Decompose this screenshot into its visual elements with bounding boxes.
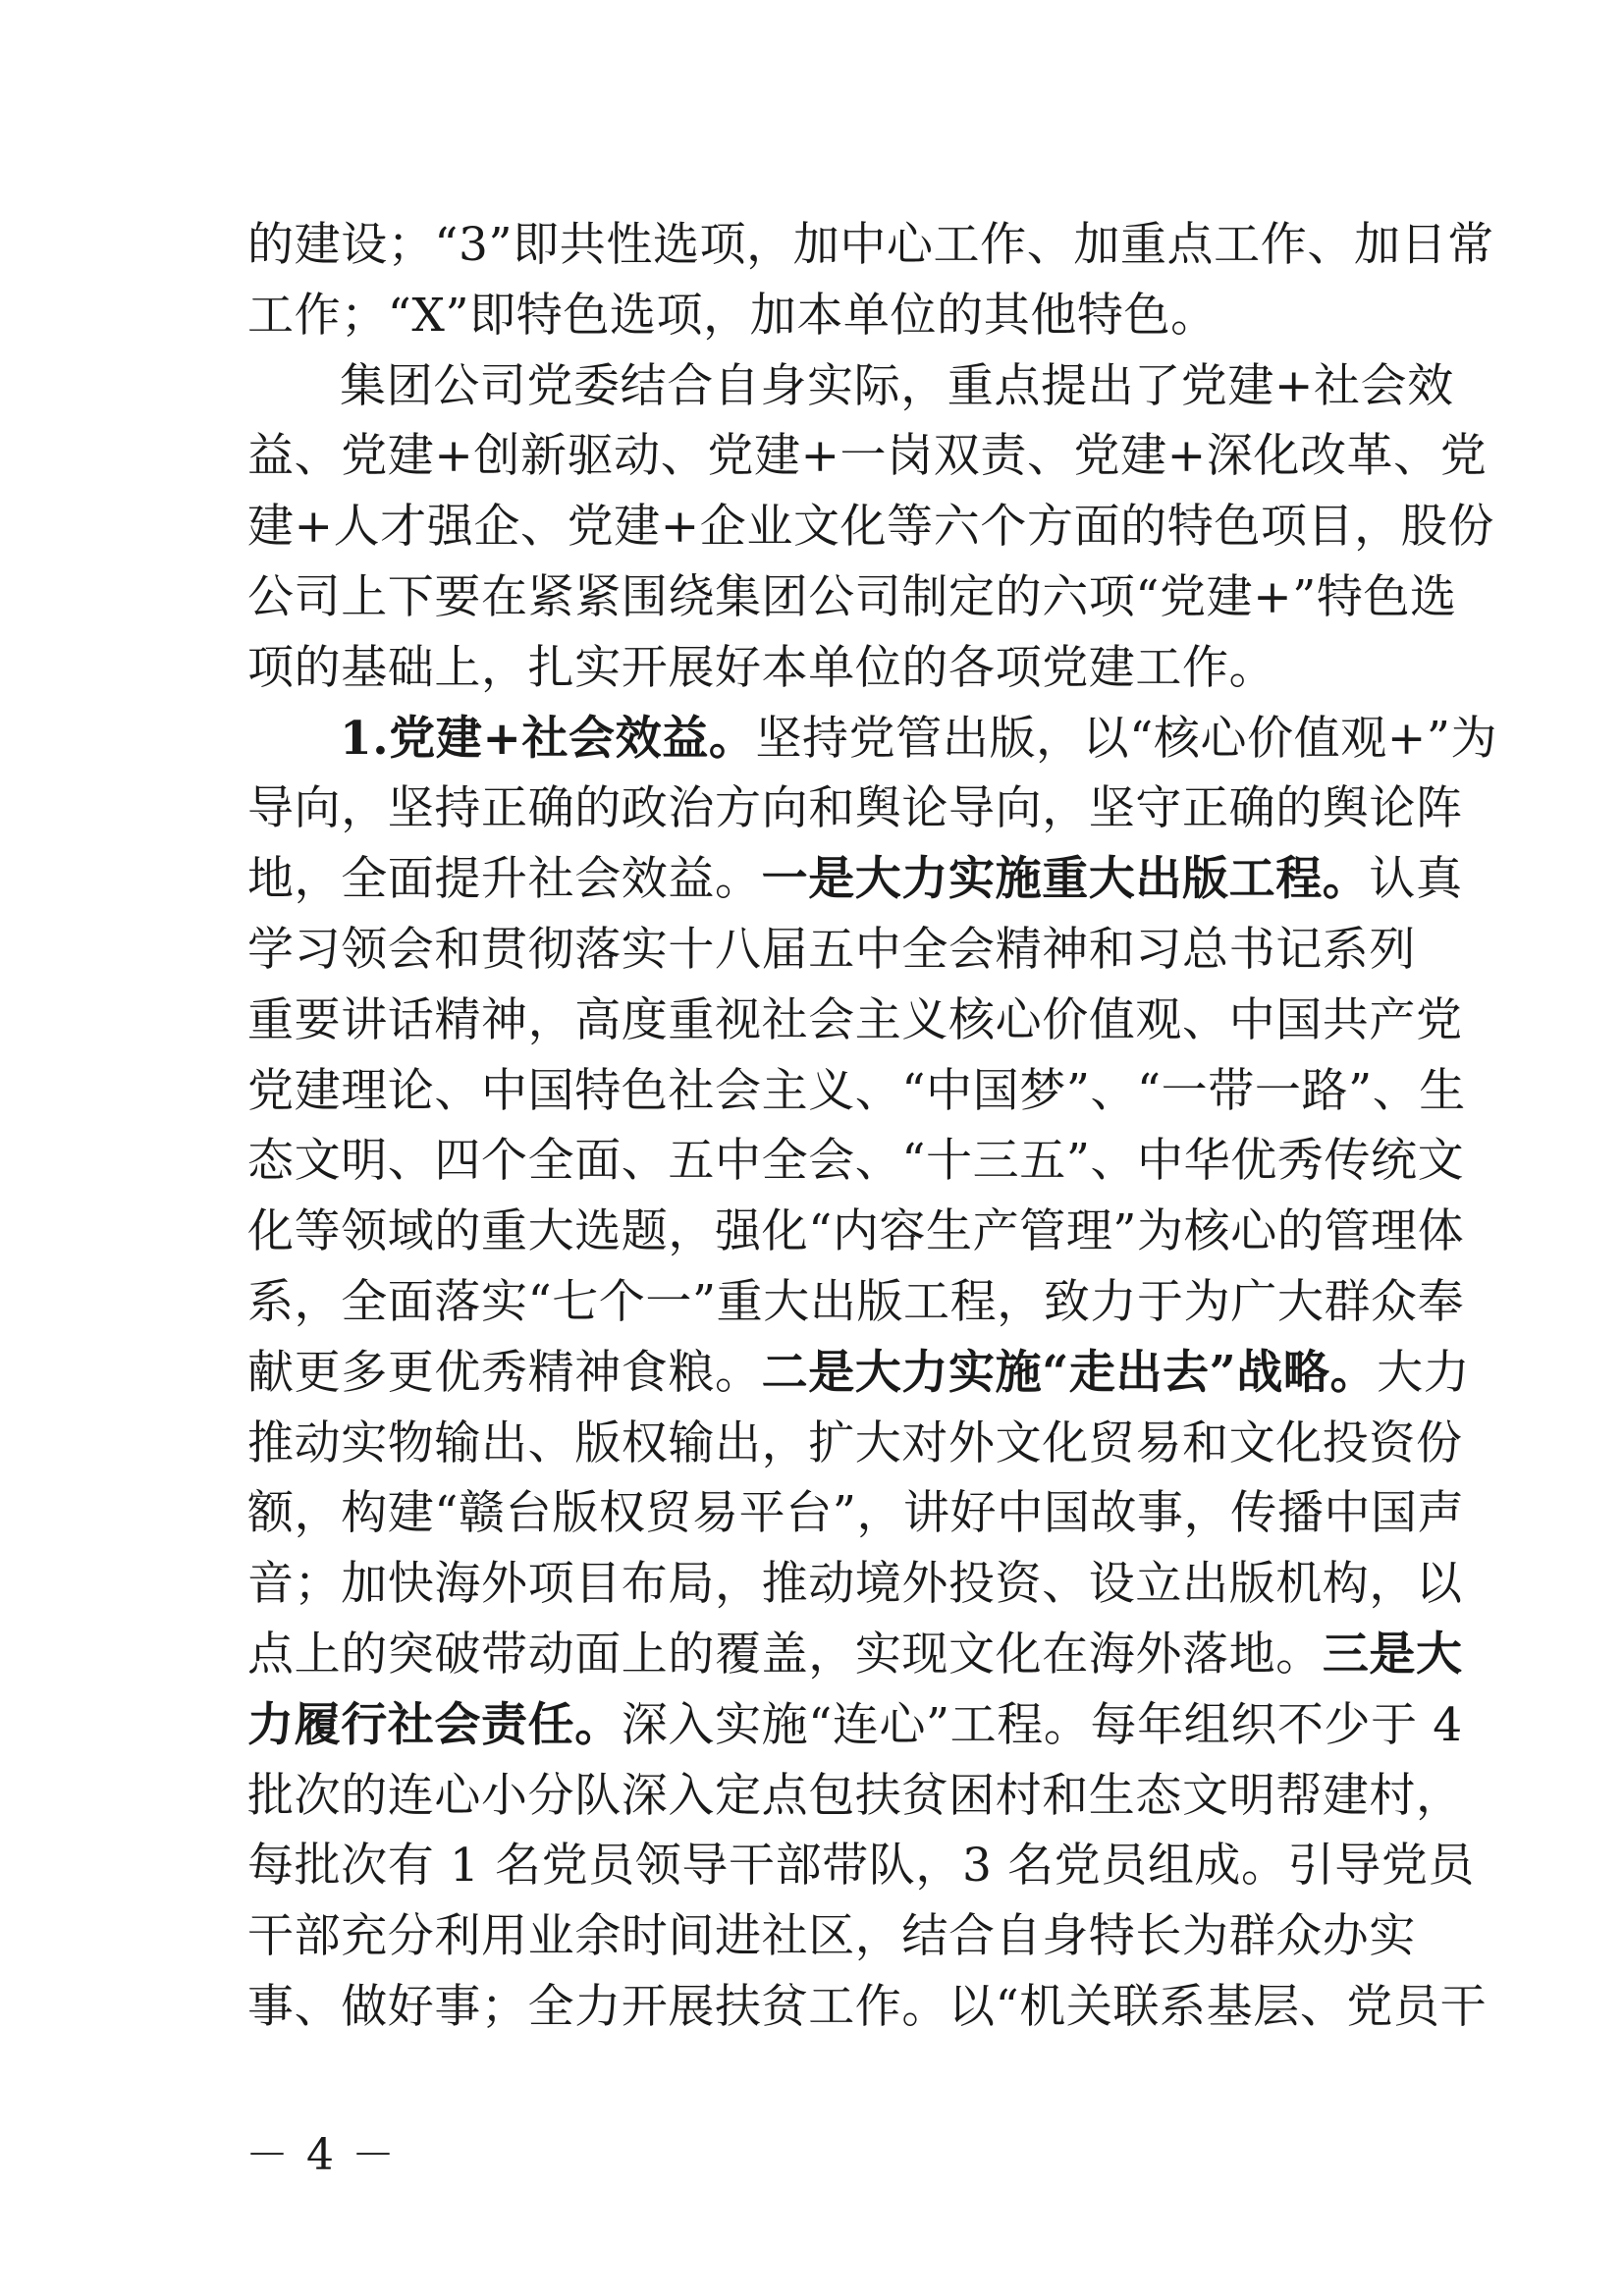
text-line-15: 化等领域的重大选题，强化“内容生产管理”为核心的管理体 [247,1204,1465,1259]
bold-phrase: 一是大力实施重大出版工程。 [761,852,1370,907]
text-line-13: 党建理论、中国特色社会主义、“中国梦”、“一带一路”、生 [247,1063,1466,1118]
text-line-22: 力履行社会责任。深入实施“连心”工程。每年组织不少于 4 [247,1697,1463,1752]
text-line-3: 集团公司党委结合自身实际，重点提出了党建+社会效 [340,358,1454,413]
text-line-24: 每批次有 1 名党员领导干部带队，3 名党员组成。引导党员 [247,1839,1476,1894]
text-line-23: 批次的连心小分队深入定点包扶贫困村和生态文明帮建村， [247,1768,1463,1823]
text-line-6: 公司上下要在紧紧围绕集团公司制定的六项“党建+”特色选 [247,569,1457,624]
text-line-17: 献更多更优秀精神食粮。二是大力实施“走出去”战略。大力 [247,1345,1471,1400]
text-line-4: 益、党建+创新驱动、党建+一岗双责、党建+深化改革、党 [247,429,1488,484]
text-line-7: 项的基础上，扎实开展好本单位的各项党建工作。 [247,640,1276,695]
text-line-2: 工作；“X”即特色选项，加本单位的其他特色。 [247,288,1218,343]
text-line-20: 音；加快海外项目布局，推动境外投资、设立出版机构，以 [247,1557,1463,1612]
text-line-25: 干部充分利用业余时间进社区，结合自身特长为群众办实 [247,1909,1416,1964]
text-line-14: 态文明、四个全面、五中全会、“十三五”、中华优秀传统文 [247,1134,1465,1189]
text-line-16: 系，全面落实“七个一”重大出版工程，致力于为广大群众奉 [247,1274,1465,1329]
text-line-11: 学习领会和贯彻落实十八届五中全会精神和习总书记系列 [247,922,1416,977]
bold-phrase: 三是大 [1322,1627,1463,1682]
text-line-9: 导向，坚持正确的政治方向和舆论导向，坚守正确的舆论阵 [247,781,1463,836]
bold-phrase: 二是大力实施“走出去”战略。 [761,1345,1378,1400]
text-line-26: 事、做好事；全力开展扶贫工作。以“机关联系基层、党员干 [247,1979,1488,2034]
section-heading: 1.党建+社会效益。 [340,711,756,766]
text-line-10: 地，全面提升社会效益。一是大力实施重大出版工程。认真 [247,852,1463,907]
text-line-19: 额，构建“赣台版权贸易平台”，讲好中国故事，传播中国声 [247,1486,1465,1541]
text-line-21: 点上的突破带动面上的覆盖，实现文化在海外落地。三是大 [247,1627,1463,1682]
text-line-8: 1.党建+社会效益。坚持党管出版，以“核心价值观+”为 [340,711,1498,766]
text-line-12: 重要讲话精神，高度重视社会主义核心价值观、中国共产党 [247,992,1463,1047]
bold-phrase: 力履行社会责任。 [247,1697,622,1752]
text-line-18: 推动实物输出、版权输出，扩大对外文化贸易和文化投资份 [247,1415,1463,1470]
text-line-1: 的建设；“3”即共性选项，加中心工作、加重点工作、加日常 [247,218,1494,272]
page-number: － 4 － [245,2130,397,2180]
text-line-5: 建+人才强企、党建+企业文化等六个方面的特色项目，股份 [247,500,1494,555]
body-text [247,210,1498,2043]
